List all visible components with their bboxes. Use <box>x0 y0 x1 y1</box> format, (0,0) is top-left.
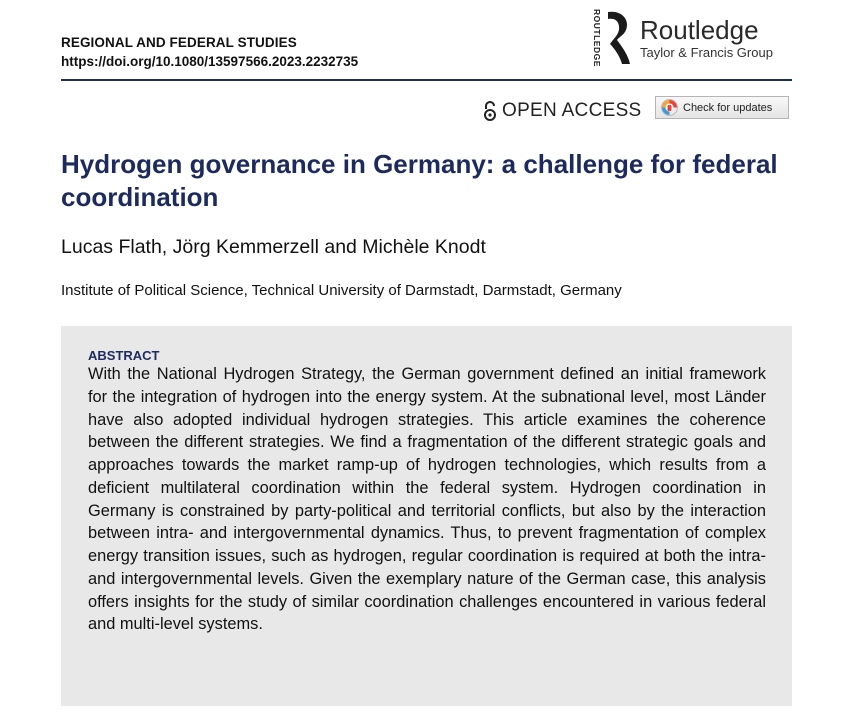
abstract-heading: ABSTRACT <box>88 348 160 363</box>
journal-name: REGIONAL AND FEDERAL STUDIES <box>61 35 297 50</box>
check-for-updates-button[interactable] <box>655 96 789 119</box>
publisher-group: Taylor & Francis Group <box>640 45 773 60</box>
crossmark-icon <box>661 99 678 116</box>
abstract-section <box>61 326 792 706</box>
open-access-label: OPEN ACCESS <box>502 100 642 121</box>
journal-header <box>61 33 358 71</box>
header-divider <box>61 79 792 81</box>
publisher-name: Routledge <box>640 15 759 45</box>
routledge-head-icon <box>604 10 632 66</box>
article-title: Hydrogen governance in Germany: a challenge for federal coordination <box>61 149 778 212</box>
open-lock-icon <box>483 100 497 122</box>
check-for-updates-label: Check for updates <box>683 101 773 114</box>
doi-link[interactable]: https://doi.org/10.1080/13597566.2023.2232735 <box>61 54 359 69</box>
abstract-text: With the National Hydrogen Strategy, the German government defined an initial framework for the integration of hydrogen into the energy system. At the subnational level, most Länder have also adopted individual hydrogen strategies. This article examines the coherence between the different strategies. We find a fragmentation of the different strategic goals and approaches towards the market ramp-up of hydrogen technologies, which results from a deficient multilateral coordination within the federal system. Hydrogen coordination in Germany is constrained by party-political and territorial conflicts, but also by the interaction between intra- and intergovernmental dynamics. Thus, to prevent fragmentation of complex energy transition issues, such as hydrogen, regular coordination is required at both the intra- and intergovernmental levels. Given the exemplary nature of the German case, this analysis offers insights for the study of similar coordination challenges encountered in various federal and multi-level systems. <box>88 365 766 634</box>
publisher-vertical-label: ROUTLEDGE <box>592 9 602 67</box>
open-access-badge <box>483 100 642 122</box>
author-affiliation: Institute of Political Science, Technical University of Darmstadt, Darmstadt, Germany <box>61 282 622 299</box>
publisher-logo <box>592 10 773 66</box>
article-authors: Lucas Flath, Jörg Kemmerzell and Michèle Knodt <box>61 236 486 258</box>
